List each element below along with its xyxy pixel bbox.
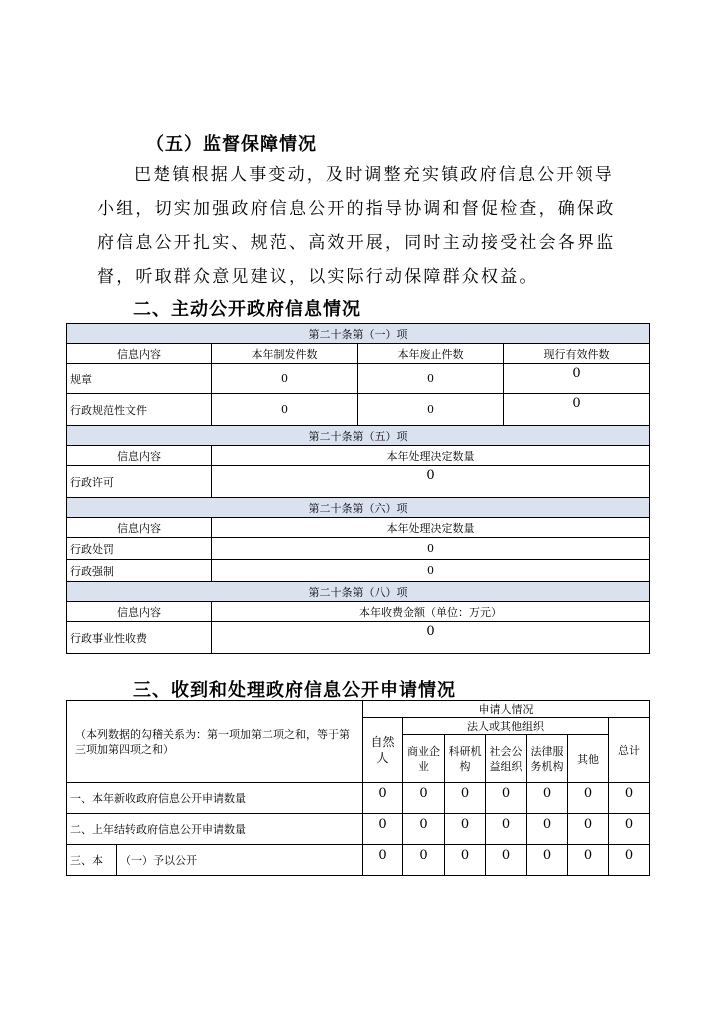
cell-value: 0 bbox=[358, 364, 504, 394]
cell-value: 0 bbox=[358, 394, 504, 426]
cell-value: 0 bbox=[609, 783, 650, 814]
row-label: 行政强制 bbox=[67, 560, 212, 582]
supervision-paragraph bbox=[97, 158, 635, 294]
cell-value: 0 bbox=[212, 538, 650, 560]
paragraph-line: 小组，切实加强政府信息公开的指导协调和督促检查，确保政 bbox=[97, 199, 616, 219]
row-label: 行政处罚 bbox=[67, 538, 212, 560]
row-label: 行政事业性收费 bbox=[67, 622, 212, 654]
col-business: 商业企业 bbox=[403, 735, 445, 783]
cell-value: 0 bbox=[568, 783, 609, 814]
cell-value: 0 bbox=[527, 783, 568, 814]
cell-value: 0 bbox=[527, 845, 568, 876]
cell-value: 0 bbox=[486, 845, 527, 876]
cell-value: 0 bbox=[212, 560, 650, 582]
cell-value: 0 bbox=[609, 814, 650, 845]
section-heading-supervision: （五）监督保障情况 bbox=[146, 134, 317, 155]
cell-value: 0 bbox=[403, 814, 445, 845]
row-label: 三、本 bbox=[67, 845, 117, 876]
cell-value: 0 bbox=[568, 814, 609, 845]
column-header: 本年制发件数 bbox=[212, 344, 358, 364]
cell-value: 0 bbox=[504, 394, 650, 426]
column-header: 现行有效件数 bbox=[504, 344, 650, 364]
section-heading-proactive: 二、主动公开政府信息情况 bbox=[133, 299, 361, 320]
column-header: 信息内容 bbox=[67, 446, 212, 466]
column-header: 本年处理决定数量 bbox=[212, 446, 650, 466]
legal-entity-header: 法人或其他组织 bbox=[403, 718, 609, 735]
cell-value: 0 bbox=[486, 814, 527, 845]
row-label: 一、本年新收政府信息公开申请数量 bbox=[67, 783, 363, 814]
reconciliation-note: （本列数据的勾稽关系为：第一项加第二项之和，等于第三项加第四项之和） bbox=[67, 701, 363, 783]
cell-value: 0 bbox=[568, 845, 609, 876]
col-total: 总计 bbox=[609, 718, 650, 783]
paragraph-line: 巴楚镇根据人事变动，及时调整充实镇政府信息公开领导 bbox=[134, 165, 614, 185]
cell-value: 0 bbox=[445, 845, 486, 876]
cell-value: 0 bbox=[609, 845, 650, 876]
column-header: 本年处理决定数量 bbox=[212, 518, 650, 538]
block-title: 第二十条第（五）项 bbox=[67, 426, 650, 446]
proactive-disclosure-table bbox=[66, 323, 650, 654]
row-label: 二、上年结转政府信息公开申请数量 bbox=[67, 814, 363, 845]
requests-table bbox=[66, 700, 650, 876]
cell-value: 0 bbox=[527, 814, 568, 845]
column-header: 本年收费金额（单位：万元） bbox=[212, 602, 650, 622]
column-header: 信息内容 bbox=[67, 602, 212, 622]
section-heading-requests: 三、收到和处理政府信息公开申请情况 bbox=[133, 680, 456, 701]
column-header: 本年废止件数 bbox=[358, 344, 504, 364]
row-label: 行政许可 bbox=[67, 466, 212, 498]
cell-value: 0 bbox=[445, 783, 486, 814]
cell-value: 0 bbox=[403, 783, 445, 814]
cell-value: 0 bbox=[363, 783, 403, 814]
cell-value: 0 bbox=[504, 364, 650, 394]
row-sublabel: （一）予以公开 bbox=[117, 845, 363, 876]
col-legal-service: 法律服务机构 bbox=[527, 735, 568, 783]
row-label: 规章 bbox=[67, 364, 212, 394]
paragraph-line: 府信息公开扎实、规范、高效开展，同时主动接受社会各界监 bbox=[97, 233, 616, 253]
column-header: 信息内容 bbox=[67, 344, 212, 364]
col-research: 科研机构 bbox=[445, 735, 486, 783]
cell-value: 0 bbox=[212, 466, 650, 498]
column-header: 信息内容 bbox=[67, 518, 212, 538]
block-title: 第二十条第（八）项 bbox=[67, 582, 650, 602]
paragraph-line: 督，听取群众意见建议，以实际行动保障群众权益。 bbox=[97, 267, 539, 287]
cell-value: 0 bbox=[363, 814, 403, 845]
cell-value: 0 bbox=[212, 622, 650, 654]
cell-value: 0 bbox=[486, 783, 527, 814]
cell-value: 0 bbox=[212, 364, 358, 394]
block-title: 第二十条第（一）项 bbox=[67, 324, 650, 344]
row-label: 行政规范性文件 bbox=[67, 394, 212, 426]
col-other: 其他 bbox=[568, 735, 609, 783]
cell-value: 0 bbox=[403, 845, 445, 876]
block-title: 第二十条第（六）项 bbox=[67, 498, 650, 518]
cell-value: 0 bbox=[445, 814, 486, 845]
col-social-welfare: 社会公益组织 bbox=[486, 735, 527, 783]
applicant-header: 申请人情况 bbox=[363, 701, 650, 718]
col-natural-person: 自然人 bbox=[363, 718, 403, 783]
cell-value: 0 bbox=[212, 394, 358, 426]
cell-value: 0 bbox=[363, 845, 403, 876]
